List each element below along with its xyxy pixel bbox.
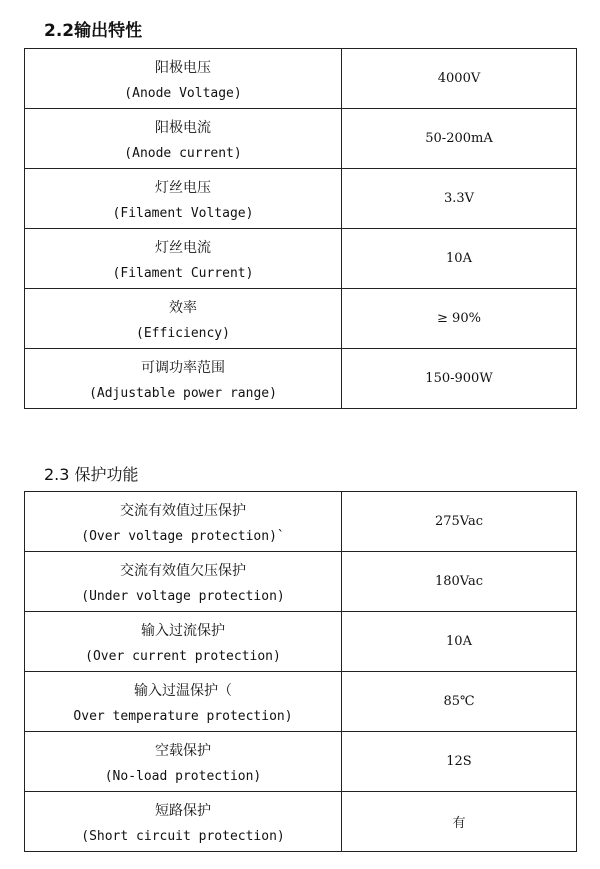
parameter-cell xyxy=(25,672,342,732)
table-row xyxy=(25,169,577,229)
value-cell: 180Vac xyxy=(342,552,577,612)
parameter-cell xyxy=(25,612,342,672)
parameter-name-en: (Under voltage protection) xyxy=(81,588,285,604)
table-row xyxy=(25,492,577,552)
parameter-name-en: Over temperature protection) xyxy=(73,708,293,724)
parameter-cell xyxy=(25,229,342,289)
value-cell: 275Vac xyxy=(342,492,577,552)
parameter-name-en: (Anode Voltage) xyxy=(124,85,242,101)
value-cell: 10A xyxy=(342,612,577,672)
parameter-cell xyxy=(25,289,342,349)
parameter-name-zh: 灯丝电流 xyxy=(155,239,211,256)
parameter-name-zh: 可调功率范围 xyxy=(141,359,225,376)
parameter-name-zh: 灯丝电压 xyxy=(155,179,211,196)
table-row xyxy=(25,229,577,289)
parameter-cell xyxy=(25,349,342,409)
value-cell: 150-900W xyxy=(342,349,577,409)
parameter-cell xyxy=(25,169,342,229)
table-row xyxy=(25,349,577,409)
parameter-cell xyxy=(25,732,342,792)
parameter-cell xyxy=(25,109,342,169)
parameter-name-zh: 输入过温保护（ xyxy=(134,682,232,699)
parameter-name-zh: 交流有效值过压保护 xyxy=(120,502,246,519)
parameter-name-zh: 效率 xyxy=(169,299,197,316)
parameter-cell xyxy=(25,492,342,552)
value-cell: 4000V xyxy=(342,49,577,109)
parameter-name-en: (Filament Voltage) xyxy=(112,205,254,221)
parameter-name-zh: 短路保护 xyxy=(155,802,211,819)
parameter-name-en: (Adjustable power range) xyxy=(89,385,277,401)
parameter-name-zh: 阳极电压 xyxy=(155,59,211,76)
parameter-name-en: (Over current protection) xyxy=(85,648,281,664)
table-row xyxy=(25,732,577,792)
parameter-cell xyxy=(25,49,342,109)
table-row xyxy=(25,109,577,169)
parameter-name-en: (Anode current) xyxy=(124,145,242,161)
value-cell: 有 xyxy=(342,792,577,852)
parameter-name-zh: 输入过流保护 xyxy=(141,622,225,639)
value-cell: ≥ 90% xyxy=(342,289,577,349)
section-title-protection: 2.3 保护功能 xyxy=(44,465,139,484)
parameter-name-en: (Filament Current) xyxy=(112,265,254,281)
parameter-name-en: (Efficiency) xyxy=(136,325,230,341)
table-row xyxy=(25,672,577,732)
protection-functions-table xyxy=(24,491,577,852)
parameter-name-zh: 交流有效值欠压保护 xyxy=(120,562,246,579)
parameter-name-en: (Over voltage protection)` xyxy=(81,528,285,544)
parameter-name-zh: 空载保护 xyxy=(155,742,211,759)
value-cell: 85℃ xyxy=(342,672,577,732)
value-cell: 50-200mA xyxy=(342,109,577,169)
table-row xyxy=(25,612,577,672)
section-title-output: 2.2输出特性 xyxy=(44,21,143,41)
table-row xyxy=(25,792,577,852)
table-row xyxy=(25,49,577,109)
parameter-name-zh: 阳极电流 xyxy=(155,119,211,136)
value-cell: 10A xyxy=(342,229,577,289)
parameter-cell xyxy=(25,552,342,612)
value-cell: 3.3V xyxy=(342,169,577,229)
table-row xyxy=(25,552,577,612)
parameter-cell xyxy=(25,792,342,852)
parameter-name-en: (Short circuit protection) xyxy=(81,828,285,844)
value-cell: 12S xyxy=(342,732,577,792)
parameter-name-en: (No-load protection) xyxy=(104,768,262,784)
table-row xyxy=(25,289,577,349)
output-characteristics-table xyxy=(24,48,577,409)
